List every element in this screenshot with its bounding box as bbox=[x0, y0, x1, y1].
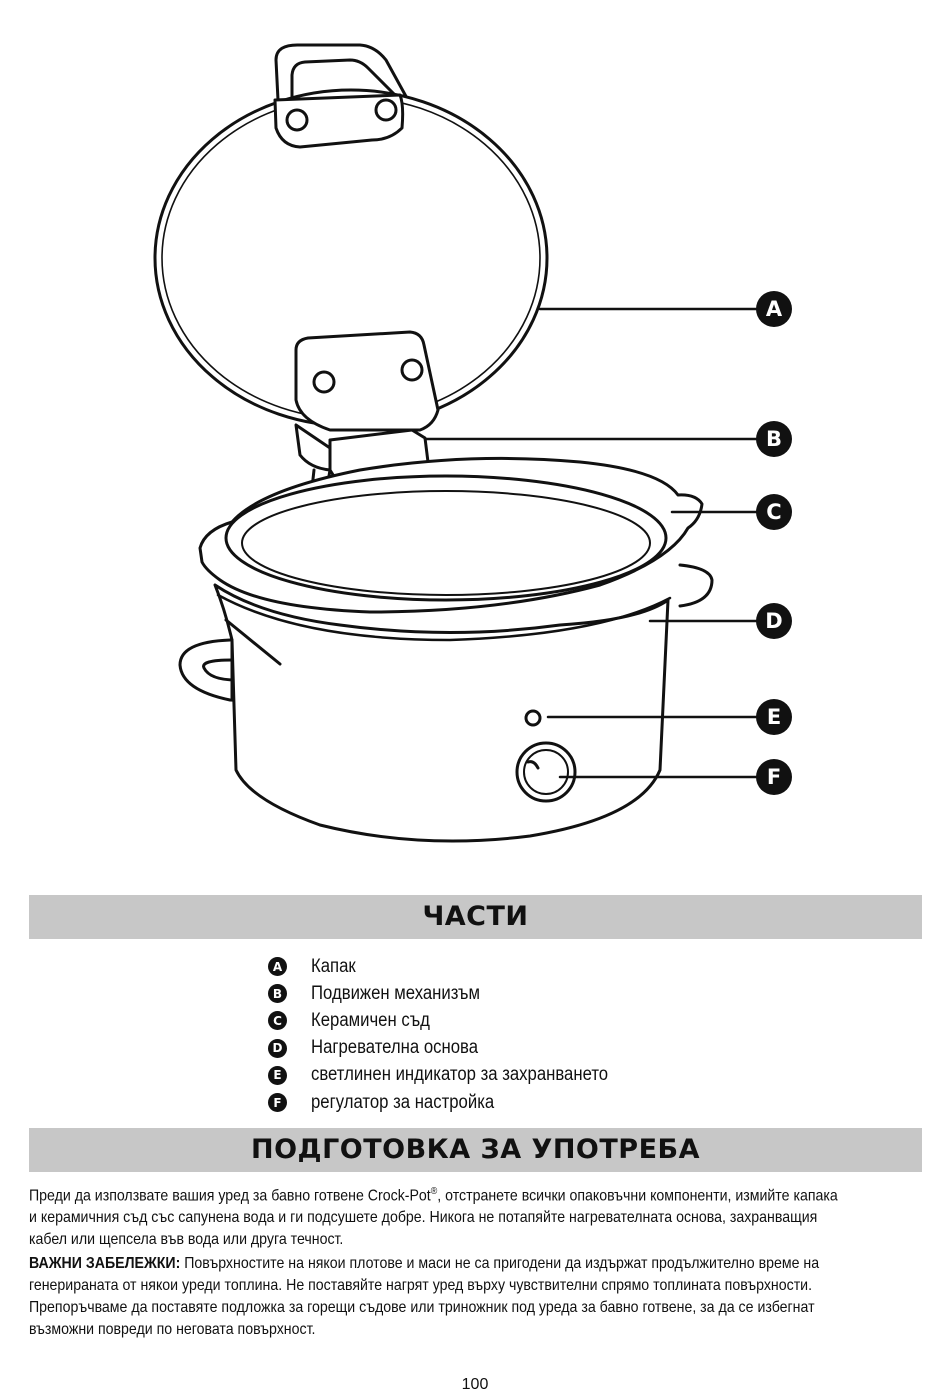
part-letter-badge: F bbox=[268, 1093, 287, 1112]
part-letter-badge: E bbox=[268, 1066, 287, 1085]
list-item bbox=[268, 1007, 649, 1034]
important-notes-label: ВАЖНИ ЗАБЕЛЕЖКИ: bbox=[29, 1255, 181, 1272]
preparation-intro-paragraph bbox=[29, 1181, 843, 1251]
part-letter-badge: B bbox=[268, 984, 287, 1003]
callout-b bbox=[756, 421, 792, 457]
svg-text:F: F bbox=[766, 765, 782, 789]
parts-section-header bbox=[29, 895, 922, 939]
callout-a bbox=[756, 291, 792, 327]
part-label: светлинен индикатор за захранването bbox=[311, 1064, 609, 1086]
svg-text:E: E bbox=[766, 705, 782, 729]
part-label: Керамичен съд bbox=[311, 1009, 430, 1031]
list-item bbox=[268, 1035, 649, 1062]
registered-mark: ® bbox=[430, 1186, 438, 1197]
list-item bbox=[268, 953, 649, 980]
intro-text-end: , отстранете всички опаковъчни компоненти, измийте капака и керамичния съд със сапунена вода и ги подсушете добре. Никога не потапяйте нагревателната основа, захранващия кабел или щепсела във вода или друга течност. bbox=[29, 1187, 838, 1249]
callout-e bbox=[756, 699, 792, 735]
preparation-section-header bbox=[29, 1128, 922, 1172]
callout-d bbox=[756, 603, 792, 639]
important-notes-text: Повърхностите на някои плотове и маси не са пригодени да издържат продължително време на генерираната от някои уреди топлина. Не поставяйте нагрят уред върху чувствителни спрямо топлината повърхности. Препоръчваме да поставяте подложка за горещи съдове или триножник под уреда за бавно готвене, за да се избегнат възможни повреди по неговата повърхност. bbox=[29, 1255, 820, 1338]
hinge-plate bbox=[296, 332, 438, 430]
parts-section-title: ЧАСТИ bbox=[422, 901, 529, 932]
svg-text:B: B bbox=[765, 427, 783, 451]
intro-text-start: Преди да използвате вашия уред за бавно готвене Crock-Pot bbox=[29, 1187, 431, 1205]
part-letter-badge: D bbox=[268, 1039, 287, 1058]
svg-text:D: D bbox=[765, 609, 783, 633]
part-letter-badge: C bbox=[268, 1011, 287, 1030]
preparation-section-title: ПОДГОТОВКА ЗА УПОТРЕБА bbox=[250, 1134, 701, 1165]
callout-f bbox=[756, 759, 792, 795]
right-handle bbox=[680, 565, 712, 606]
hinge-mechanism bbox=[296, 425, 330, 470]
callout-c bbox=[756, 494, 792, 530]
list-item bbox=[268, 1089, 649, 1116]
svg-text:A: A bbox=[765, 297, 783, 321]
important-notes-paragraph bbox=[29, 1253, 843, 1341]
part-label: Нагревателна основа bbox=[311, 1037, 479, 1059]
page-number: 100 bbox=[461, 1376, 489, 1393]
part-label: Подвижен механизъм bbox=[311, 982, 481, 1004]
stoneware-rim bbox=[200, 458, 702, 612]
list-item bbox=[268, 1062, 649, 1089]
part-label: регулатор за настройка bbox=[311, 1091, 495, 1113]
parts-list bbox=[268, 953, 649, 1116]
part-letter-badge: A bbox=[268, 957, 287, 976]
svg-text:C: C bbox=[766, 500, 782, 524]
part-label: Капак bbox=[311, 955, 356, 977]
list-item bbox=[268, 980, 649, 1007]
